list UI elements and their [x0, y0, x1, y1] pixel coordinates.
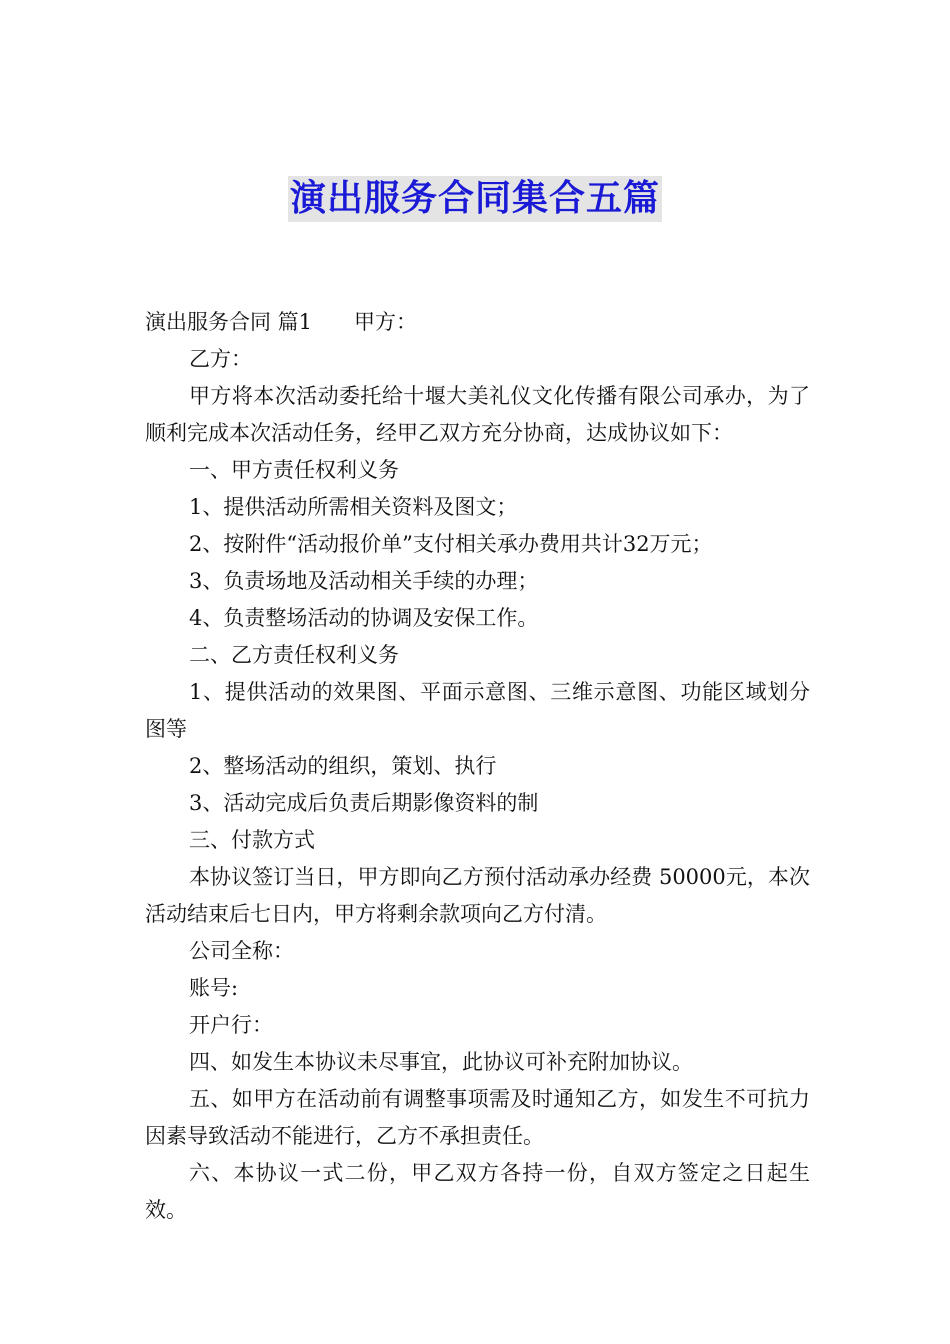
- party-a-label: 甲方：: [354, 310, 418, 334]
- paragraph: 3、负责场地及活动相关手续的办理；: [189, 569, 539, 593]
- paragraph: 2、整场活动的组织，策划、执行: [189, 754, 497, 778]
- paragraph: 3、活动完成后负责后期影像资料的制: [189, 791, 539, 815]
- paragraph: 开户行：: [189, 1013, 273, 1037]
- paragraph: 三、付款方式: [189, 828, 315, 852]
- document-body: [145, 304, 810, 1229]
- paragraph: 六、本协议一式二份，甲乙双方各持一份，自双方签定之日起生效。: [145, 1161, 810, 1222]
- section-heading-line: [145, 304, 810, 341]
- paragraph: 甲方将本次活动委托给十堰大美礼仪文化传播有限公司承办，为了顺利完成本次活动任务，经甲乙双方充分协商，达成协议如下：: [145, 384, 810, 445]
- paragraph: 1、提供活动的效果图、平面示意图、三维示意图、功能区域划分图等: [145, 680, 810, 741]
- paragraph: 4、负责整场活动的协调及安保工作。: [189, 606, 539, 630]
- document-title: 演出服务合同集合五篇: [288, 176, 662, 222]
- paragraph: 公司全称：: [189, 939, 294, 963]
- paragraph: 一、甲方责任权利义务: [189, 458, 399, 482]
- paragraph: 乙方：: [189, 347, 252, 371]
- paragraph: 1、提供活动所需相关资料及图文；: [189, 495, 518, 519]
- paragraph: 四、如发生本协议未尽事宜，此协议可补充附加协议。: [189, 1050, 693, 1074]
- paragraph: 2、按附件“活动报价单”支付相关承办费用共计32万元；: [189, 532, 713, 556]
- paragraph: 账号:: [189, 976, 239, 1000]
- paragraph: 二、乙方责任权利义务: [189, 643, 399, 667]
- section-heading: 演出服务合同 篇1: [145, 310, 313, 334]
- paragraph: 五、如甲方在活动前有调整事项需及时通知乙方，如发生不可抗力因素导致活动不能进行，乙方不承担责任。: [145, 1087, 810, 1148]
- title-wrap: [0, 176, 950, 222]
- paragraph: 本协议签订当日，甲方即向乙方预付活动承办经费 50000元，本次活动结束后七日内，甲方将剩余款项向乙方付清。: [145, 865, 810, 926]
